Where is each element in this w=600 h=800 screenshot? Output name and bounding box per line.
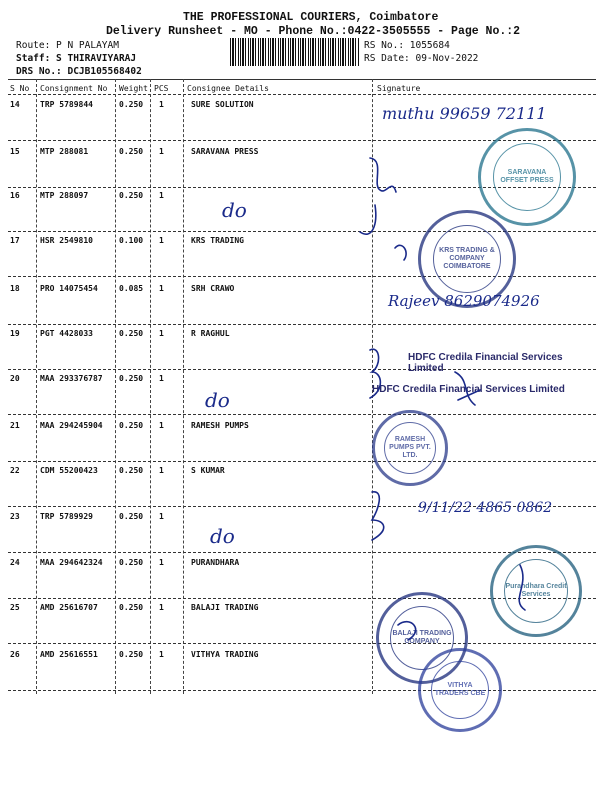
cell-weight: 0.250 <box>119 421 144 430</box>
route-label: Route: P N PALAYAM <box>16 40 119 51</box>
cell-consignment: TRP 5789844 <box>40 100 93 109</box>
hdfc-stamp: HDFC Credila Financial Services Limited <box>372 384 565 395</box>
cell-weight: 0.250 <box>119 329 144 338</box>
cell-weight: 0.250 <box>119 466 144 475</box>
cell-pcs: 1 <box>159 421 164 430</box>
cell-consignee: KRS TRADING <box>191 236 244 245</box>
cell-pcs: 1 <box>159 558 164 567</box>
stamp-text: RAMESH PUMPS PVT. LTD. <box>384 422 436 474</box>
cell-weight: 0.100 <box>119 236 144 245</box>
cell-sno: 20 <box>10 374 20 383</box>
row-divider <box>8 324 596 325</box>
cell-weight: 0.250 <box>119 650 144 659</box>
cell-consignment: AMD 25616707 <box>40 603 98 612</box>
cell-pcs: 1 <box>159 191 164 200</box>
vithya-stamp <box>418 648 502 732</box>
cell-consignment: MTP 288081 <box>40 147 89 156</box>
cell-consignment: HSR 2549810 <box>40 236 93 245</box>
cell-sno: 22 <box>10 466 20 475</box>
cell-pcs: 1 <box>159 100 164 109</box>
cell-consignee: BALAJI TRADING <box>191 603 259 612</box>
cell-consignment: CDM 55200423 <box>40 466 98 475</box>
signature-scribble <box>360 205 376 234</box>
signature-scribble <box>372 492 384 540</box>
cell-sno: 23 <box>10 512 20 521</box>
cell-sno: 25 <box>10 603 20 612</box>
cell-consignment: AMD 25616551 <box>40 650 98 659</box>
cell-consignment: MAA 294245904 <box>40 421 103 430</box>
cell-consignment: PGT 4428033 <box>40 329 93 338</box>
cell-weight: 0.250 <box>119 603 144 612</box>
cell-weight: 0.250 <box>119 374 144 383</box>
rs-date: RS Date: 09-Nov-2022 <box>364 53 479 64</box>
cell-sno: 17 <box>10 236 20 245</box>
stamp-text: VITHYA TRADERS CBE <box>431 661 489 719</box>
cell-sno: 14 <box>10 100 20 109</box>
col-divider <box>36 79 37 694</box>
cell-consignee: S KUMAR <box>191 466 225 475</box>
signature-date: 9/11/22 4865 0862 <box>418 500 553 516</box>
cell-pcs: 1 <box>159 374 164 383</box>
cell-sno: 18 <box>10 284 20 293</box>
header-divider <box>8 94 596 95</box>
col-divider <box>150 79 151 694</box>
cell-sno: 21 <box>10 421 20 430</box>
cell-weight: 0.250 <box>119 558 144 567</box>
signature-do: do <box>222 198 247 222</box>
cell-pcs: 1 <box>159 284 164 293</box>
cell-pcs: 1 <box>159 236 164 245</box>
saravana-stamp <box>478 128 576 226</box>
cell-consignment: TRP 5789929 <box>40 512 93 521</box>
cell-pcs: 1 <box>159 512 164 521</box>
cell-consignee: SARAVANA PRESS <box>191 147 259 156</box>
cell-sno: 24 <box>10 558 20 567</box>
signature-scribble <box>395 245 406 260</box>
row-divider <box>8 414 596 415</box>
cell-weight: 0.250 <box>119 147 144 156</box>
cell-consignee: PURANDHARA <box>191 558 240 567</box>
col-header-consignee: Consignee Details <box>187 84 269 93</box>
signature-muthu: muthu 99659 72111 <box>382 104 547 123</box>
cell-weight: 0.085 <box>119 284 144 293</box>
barcode <box>230 38 360 66</box>
col-divider <box>115 79 116 694</box>
ramesh-stamp <box>372 410 448 486</box>
cell-sno: 16 <box>10 191 20 200</box>
col-header-pcs: PCS <box>154 84 169 93</box>
cell-weight: 0.250 <box>119 191 144 200</box>
signature-do: do <box>210 524 235 548</box>
cell-consignment: MAA 293376787 <box>40 374 103 383</box>
cell-pcs: 1 <box>159 147 164 156</box>
stamp-text: Purandhara Credit Services <box>504 559 568 623</box>
col-header-weight: Weight <box>119 84 148 93</box>
cell-pcs: 1 <box>159 329 164 338</box>
cell-sno: 26 <box>10 650 20 659</box>
col-header-sno: S No <box>10 84 30 93</box>
staff-label: Staff: S THIRAVIYARAJ <box>16 53 137 64</box>
stamp-text: BALAJI TRADING COMPANY <box>390 606 454 670</box>
stamp-text: SARAVANA OFFSET PRESS <box>493 143 561 211</box>
cell-pcs: 1 <box>159 466 164 475</box>
hdfc-stamp: HDFC Credila Financial Services Limited <box>408 352 563 374</box>
cell-consignment: MAA 294642324 <box>40 558 103 567</box>
cell-consignee: R RAGHUL <box>191 329 230 338</box>
row-divider <box>8 552 596 553</box>
col-divider <box>183 79 184 694</box>
stamp-text: KRS TRADING & COMPANY COIMBATORE <box>433 225 501 293</box>
cell-consignment: PRO 14075454 <box>40 284 98 293</box>
cell-weight: 0.250 <box>119 100 144 109</box>
cell-consignee: VITHYA TRADING <box>191 650 259 659</box>
rs-number: RS No.: 1055684 <box>364 40 450 51</box>
signature-rajeev: Rajeev 8629074926 <box>388 292 540 310</box>
cell-sno: 15 <box>10 147 20 156</box>
row-divider <box>8 690 596 691</box>
cell-consignee: SURE SOLUTION <box>191 100 254 109</box>
col-header-signature: Signature <box>377 84 421 93</box>
cell-consignment: MTP 288097 <box>40 191 89 200</box>
runsheet-subtitle: Delivery Runsheet - MO - Phone No.:0422-3505555 - Page No.:2 <box>106 25 521 38</box>
table-top-rule <box>8 79 596 80</box>
col-header-consignment: Consignment No <box>40 84 108 93</box>
cell-sno: 19 <box>10 329 20 338</box>
company-title: THE PROFESSIONAL COURIERS, Coimbatore <box>183 11 439 24</box>
cell-consignee: SRH CRAWO <box>191 284 235 293</box>
cell-weight: 0.250 <box>119 512 144 521</box>
drs-number: DRS No.: DCJB105568402 <box>16 66 142 77</box>
row-divider <box>8 461 596 462</box>
cell-pcs: 1 <box>159 650 164 659</box>
signature-do: do <box>205 388 230 412</box>
row-divider <box>8 643 596 644</box>
purandhara-stamp <box>490 545 582 637</box>
cell-consignee: RAMESH PUMPS <box>191 421 249 430</box>
cell-pcs: 1 <box>159 603 164 612</box>
